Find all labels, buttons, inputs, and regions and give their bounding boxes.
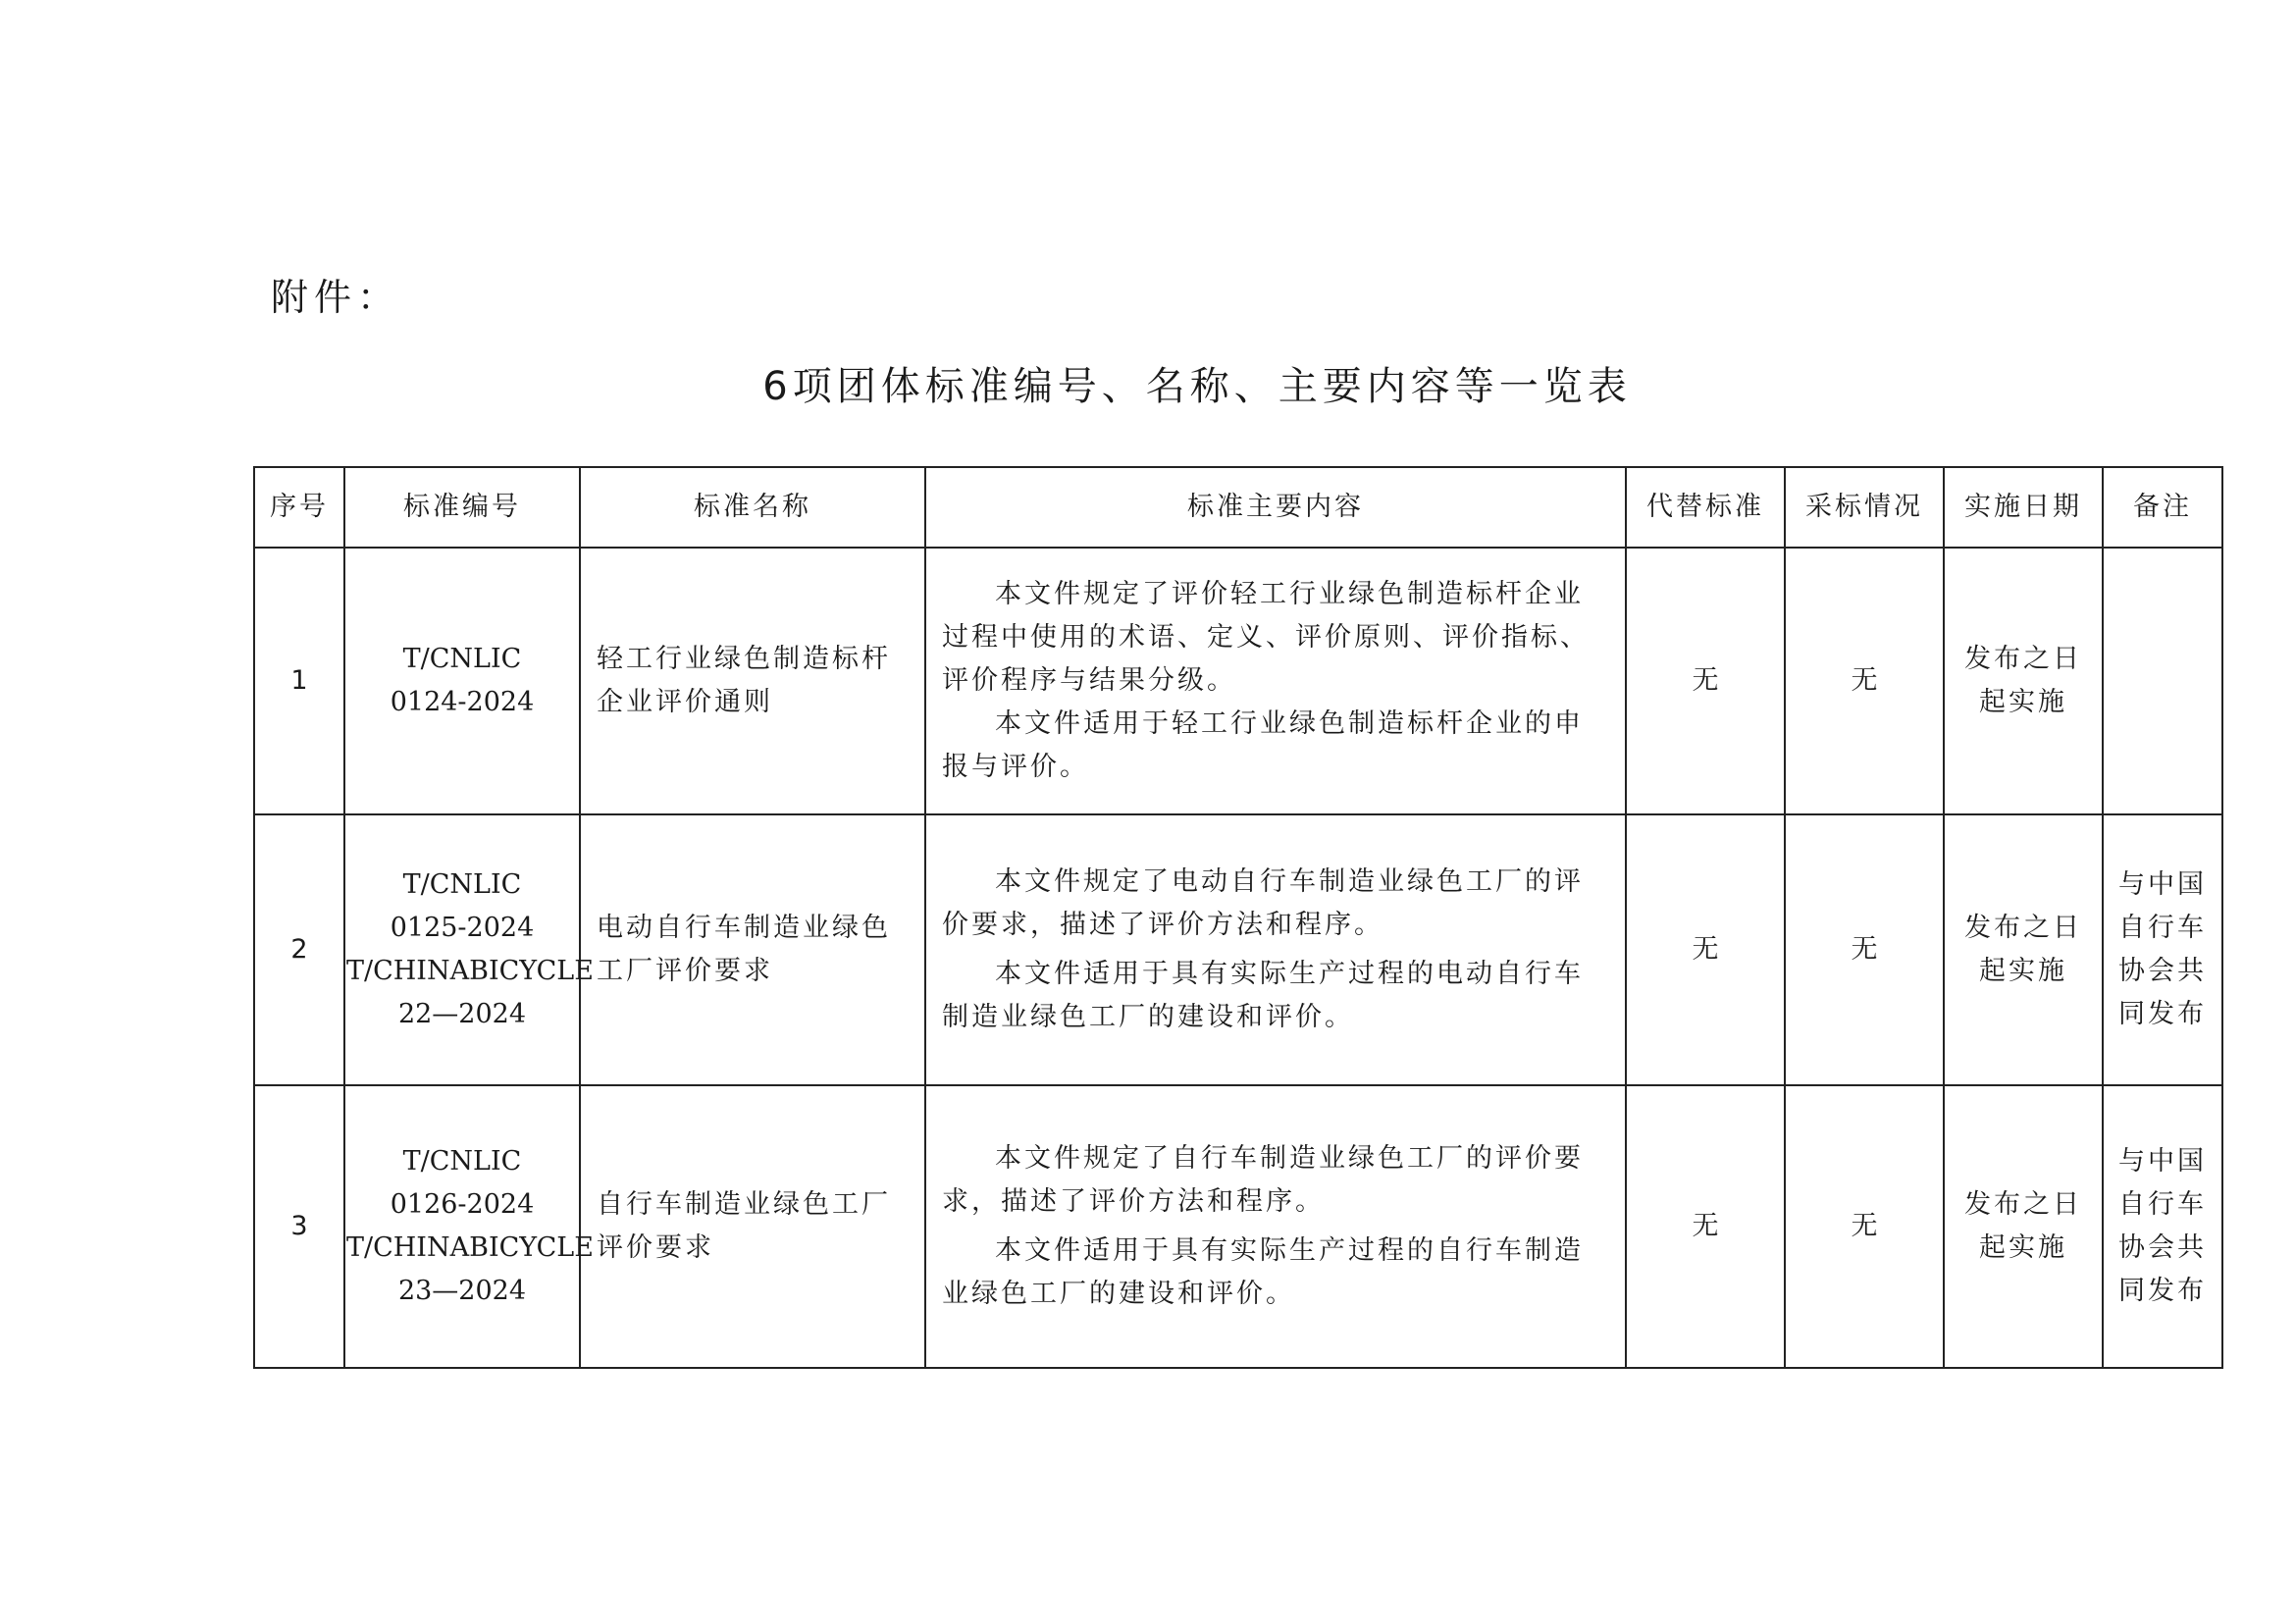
header-note: 备注 bbox=[2103, 467, 2222, 548]
code-line: T/CHINABICYCLE bbox=[346, 1232, 594, 1263]
header-code: 标准编号 bbox=[344, 467, 580, 548]
header-name: 标准名称 bbox=[580, 467, 925, 548]
header-replace: 代替标准 bbox=[1626, 467, 1785, 548]
cell-adopt: 无 bbox=[1785, 548, 1944, 814]
note-line: 与中国 bbox=[2118, 1146, 2207, 1177]
table-row bbox=[254, 814, 2222, 1085]
note-line: 协会共 bbox=[2118, 956, 2207, 986]
code-line: 0124-2024 bbox=[390, 687, 535, 717]
code-line: T/CNLIC bbox=[402, 644, 522, 674]
cell-date bbox=[1944, 814, 2103, 1085]
cell-content bbox=[925, 1085, 1626, 1368]
cell-code bbox=[344, 814, 594, 1085]
code-line: 22—2024 bbox=[397, 999, 527, 1029]
code-line: T/CNLIC bbox=[402, 869, 522, 900]
note-line: 与中国 bbox=[2118, 869, 2207, 900]
content-paragraph: 本文件适用于具有实际生产过程的电动自行车制造业绿色工厂的建设和评价。 bbox=[942, 959, 1584, 1032]
cell-name: 轻工行业绿色制造标杆企业评价通则 bbox=[580, 548, 925, 814]
cell-no: 2 bbox=[254, 814, 344, 1085]
header-date: 实施日期 bbox=[1944, 467, 2103, 548]
content-paragraph: 本文件适用于轻工行业绿色制造标杆企业的申报与评价。 bbox=[942, 708, 1584, 782]
cell-content bbox=[925, 548, 1626, 814]
cell-date bbox=[1944, 548, 2103, 814]
note-line: 协会共 bbox=[2118, 1232, 2207, 1263]
document-title: 6项团体标准编号、名称、主要内容等一览表 bbox=[762, 364, 1632, 409]
content-paragraph: 本文件规定了自行车制造业绿色工厂的评价要求，描述了评价方法和程序。 bbox=[942, 1143, 1584, 1217]
note-line: 自行车 bbox=[2118, 1189, 2207, 1220]
cell-name: 电动自行车制造业绿色工厂评价要求 bbox=[580, 814, 925, 1085]
attachment-label: 附件： bbox=[271, 276, 401, 319]
cell-code bbox=[344, 1085, 594, 1368]
table-row bbox=[254, 548, 2222, 814]
date-line: 发布之日 bbox=[1964, 1189, 2082, 1220]
cell-content bbox=[925, 814, 1626, 1085]
cell-no: 3 bbox=[254, 1085, 344, 1368]
content-paragraph: 本文件规定了评价轻工行业绿色制造标杆企业过程中使用的术语、定义、评价原则、评价指标、评价程序与结果分级。 bbox=[942, 579, 1590, 696]
table-header-row bbox=[254, 467, 2222, 548]
cell-adopt: 无 bbox=[1785, 814, 1944, 1085]
cell-adopt: 无 bbox=[1785, 1085, 1944, 1368]
code-line: T/CHINABICYCLE bbox=[346, 956, 594, 986]
note-line: 同发布 bbox=[2118, 999, 2207, 1029]
cell-code bbox=[344, 548, 580, 814]
date-line: 起实施 bbox=[1979, 1232, 2067, 1263]
cell-no: 1 bbox=[254, 548, 344, 814]
code-line: T/CNLIC bbox=[402, 1146, 522, 1177]
content-paragraph: 本文件适用于具有实际生产过程的自行车制造业绿色工厂的建设和评价。 bbox=[942, 1235, 1584, 1309]
date-line: 发布之日 bbox=[1964, 644, 2082, 674]
code-line: 23—2024 bbox=[397, 1276, 527, 1306]
header-adopt: 采标情况 bbox=[1785, 467, 1944, 548]
note-line: 同发布 bbox=[2118, 1276, 2207, 1306]
standards-table bbox=[253, 466, 2223, 1369]
cell-note bbox=[2103, 548, 2222, 814]
header-content: 标准主要内容 bbox=[925, 467, 1626, 548]
date-line: 起实施 bbox=[1979, 956, 2067, 986]
date-line: 起实施 bbox=[1979, 687, 2067, 717]
cell-date bbox=[1944, 1085, 2103, 1368]
code-line: 0126-2024 bbox=[390, 1189, 535, 1220]
header-no: 序号 bbox=[254, 467, 344, 548]
cell-name: 自行车制造业绿色工厂评价要求 bbox=[580, 1085, 925, 1368]
code-line: 0125-2024 bbox=[390, 913, 535, 943]
cell-replace: 无 bbox=[1626, 814, 1785, 1085]
cell-note bbox=[2103, 1085, 2222, 1368]
cell-note bbox=[2103, 814, 2222, 1085]
table-row bbox=[254, 1085, 2222, 1368]
cell-replace: 无 bbox=[1626, 1085, 1785, 1368]
content-paragraph: 本文件规定了电动自行车制造业绿色工厂的评价要求，描述了评价方法和程序。 bbox=[942, 866, 1584, 940]
date-line: 发布之日 bbox=[1964, 913, 2082, 943]
cell-replace: 无 bbox=[1626, 548, 1785, 814]
note-line: 自行车 bbox=[2118, 913, 2207, 943]
